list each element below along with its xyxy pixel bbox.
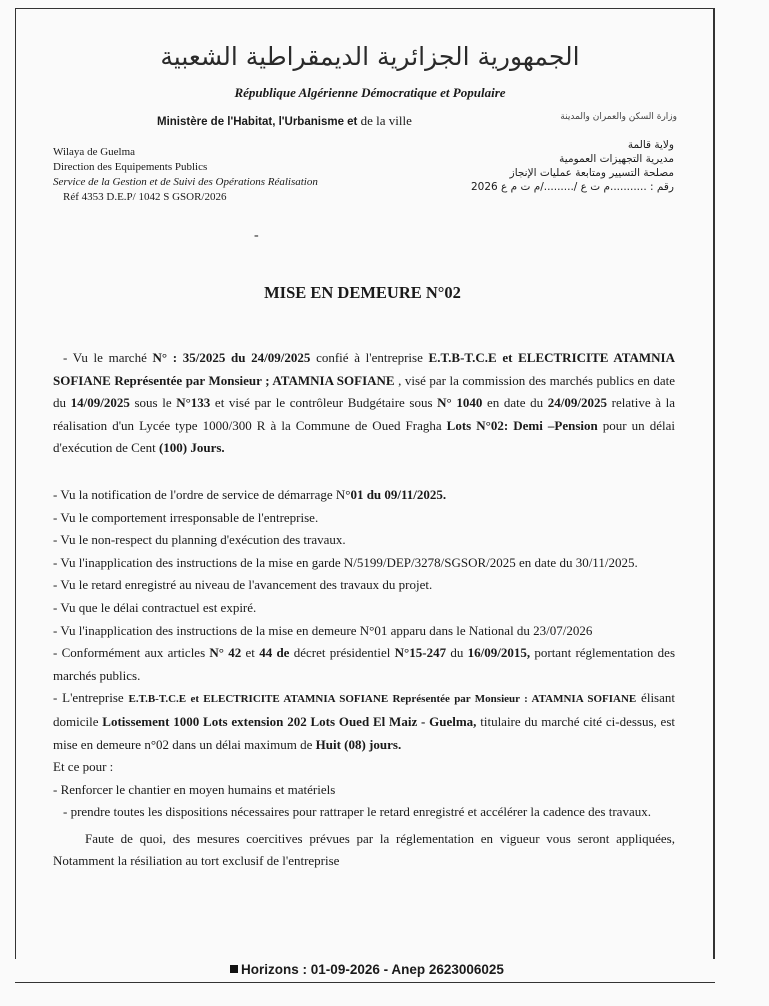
text: - Conformément aux articles (53, 645, 210, 661)
commission-number: N°133 (176, 395, 211, 411)
text: relative à la réalisation d'un Lycée type 1000/300 R à la Commune de Oued Fragha (53, 395, 676, 433)
ministry-french (157, 113, 412, 129)
document-body (53, 347, 675, 873)
service-line: Service de la Gestion et de Suivi des Opérations Réalisation (53, 176, 318, 188)
document-heading: MISE EN DEMEURE N°02 (264, 283, 461, 302)
date: 14/09/2025 (70, 395, 130, 411)
list-item (53, 484, 675, 507)
direction-line-ar: مديرية التجهيزات العمومية (559, 153, 674, 165)
text: en date du (482, 395, 548, 411)
footer-text: Horizons : 01-09-2026 - Anep 2623006025 (241, 962, 504, 977)
list-item: - Vu que le délai contractuel est expiré. (53, 599, 257, 615)
list-item: - Renforcer le chantier en moyen humains et matériels (53, 781, 336, 797)
service-line-ar: مصلحة التسيير ومتابعة عمليات الإنجاز (509, 167, 674, 179)
list-item: - prendre toutes les dispositions nécessaires pour rattraper le retard enregistré et accélérer la cadence des travaux. (63, 804, 651, 820)
text: - Vu la notification de l'ordre de service de démarrage N° (53, 486, 351, 502)
list-item: - Vu l'inapplication des instructions de la mise en garde N/5199/DEP/3278/SGSOR/2025 en date du 30/11/2025. (53, 554, 638, 570)
text: sous le (129, 395, 177, 411)
article-number: 44 de (259, 645, 290, 661)
list-item: - Vu le non-respect du planning d'exécution des travaux. (53, 532, 346, 548)
decree-date: 16/09/2015, (467, 645, 531, 661)
arabic-republic-title: الجمهورية الجزائرية الديمقراطية الشعبية (160, 42, 580, 71)
company-name: E.T.B-T.C.E et ELECTRICITE ATAMNIA SOFIANE Représentée par Monsieur ; ATAMNIA SOFIANE (53, 350, 675, 388)
reference-line: Réf 4353 D.E.P/ 1042 S GSOR/2026 (63, 191, 227, 203)
article-number: N° 42 (209, 645, 242, 661)
french-republic-title: République Algérienne Démocratique et Populaire (234, 85, 506, 100)
paragraph-marche (53, 347, 675, 460)
text: - L'entreprise (53, 690, 129, 706)
text: - Vu le marché (63, 350, 153, 365)
deadline: Huit (08) jours. (315, 736, 402, 752)
lot-name: Lots N°02: Demi –Pension (446, 417, 598, 433)
text: et (241, 645, 260, 661)
list-item (53, 687, 675, 756)
text: pour un délai d'exécution de Cent (53, 417, 676, 456)
date: 24/09/2025 (547, 395, 608, 411)
wilaya-line: Wilaya de Guelma (53, 146, 136, 158)
ministry-french-bold: Ministère de l'Habitat, l'Urbanisme et (157, 116, 361, 128)
direction-line: Direction des Equipements Publics (53, 161, 208, 173)
marche-number: N° : 35/2025 du 24/09/2025 (152, 350, 311, 365)
duration: (100) Jours. (158, 440, 225, 456)
list-item: Et ce pour : (53, 759, 114, 775)
sender-info-fr (53, 145, 318, 205)
text: décret présidentiel (289, 645, 395, 661)
list-item: - Vu l'inapplication des instructions de la mise en demeure N°01 apparu dans le National du 23/07/2026 (53, 622, 593, 638)
text: du (446, 645, 468, 661)
publication-footer (0, 962, 734, 977)
decree-number: N°15-247 (394, 645, 447, 661)
closing-paragraph: Faute de quoi, des mesures coercitives prévues par la réglementation en vigueur vous seront appliquées, Notamment la résiliation au tort exclusif de l'entreprise (53, 830, 675, 869)
ministry-arabic: وزارة السكن والعمران والمدينة (560, 112, 677, 122)
list-item: - Vu le comportement irresponsable de l'entreprise. (53, 509, 319, 525)
company-name: E.T.B-T.C.E et ELECTRICITE ATAMNIA SOFIANE Représentée par Monsieur : ATAMNIA SOFIANE (128, 693, 637, 706)
list-item (53, 642, 675, 687)
text: , visé par la commission des marchés publics en date du (53, 372, 675, 411)
text: titulaire du marché cité ci-dessus, est mise en demeure n°02 dans un délai maximum de (53, 713, 675, 752)
list-item: - Vu le retard enregistré au niveau de l'avancement des travaux du projet. (53, 577, 433, 593)
square-bullet-icon (230, 965, 238, 973)
wilaya-line-ar: ولاية قالمة (627, 139, 674, 151)
sender-info-ar (471, 138, 674, 194)
controller-number: N° 1040 (437, 395, 483, 411)
dash-mark: - (254, 228, 259, 243)
ministry-french-rest: de la ville (360, 113, 412, 128)
text: et visé par le contrôleur Budgétaire sous (210, 395, 438, 411)
bottom-rule (15, 982, 715, 983)
text: élisant domicile (53, 690, 675, 729)
order-date: 01 du 09/11/2025. (350, 486, 447, 502)
reference-line-ar: رقم : ...........م ت ع /........./م ت م ع 2026 (470, 181, 674, 193)
text: portant réglementation des marchés publics. (53, 645, 676, 683)
text: confié à l'entreprise (310, 350, 429, 365)
company-address: Lotissement 1000 Lots extension 202 Lots Oued El Maiz - Guelma, (102, 713, 477, 729)
